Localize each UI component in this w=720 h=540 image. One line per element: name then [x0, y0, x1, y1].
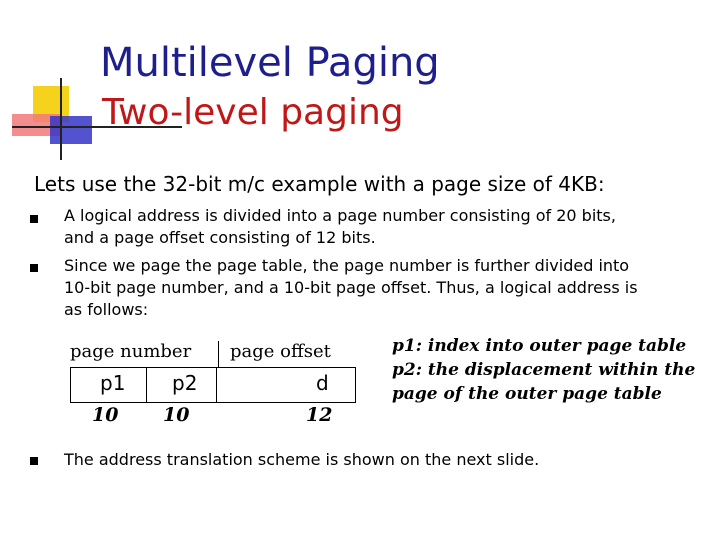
bullet-marker-1: [30, 215, 38, 223]
d-box: [216, 367, 356, 403]
p1-bits: 10: [92, 404, 119, 426]
d-bits: 12: [306, 404, 333, 426]
bullet-1-line-1: A logical address is divided into a page number consisting of 20 bits,: [64, 206, 616, 225]
note-line-1: p1: index into outer page table: [392, 336, 687, 356]
decor-vertical-line: [60, 78, 62, 160]
note-line-2: p2: the displacement within the: [392, 360, 696, 380]
p1-cell: p1: [100, 371, 126, 395]
bullet-marker-2: [30, 264, 38, 272]
p2-bits: 10: [163, 404, 190, 426]
p2-cell: p2: [172, 371, 198, 395]
decor-blue-square: [50, 116, 92, 144]
bullet-2-line-1: Since we page the page table, the page number is further divided into: [64, 256, 630, 275]
final-bullet-text: The address translation scheme is shown on the next slide.: [64, 450, 540, 469]
bullet-1-line-2: and a page offset consisting of 12 bits.: [64, 228, 376, 247]
bullet-2-line-2: 10-bit page number, and a 10-bit page offset. Thus, a logical address is: [64, 278, 638, 297]
bullet-1-text: [64, 205, 704, 249]
bullet-marker-3: [30, 457, 38, 465]
bullet-2-text: [64, 255, 704, 321]
note-line-3: page of the outer page table: [392, 384, 662, 404]
intro-text: Lets use the 32-bit m/c example with a page size of 4KB:: [34, 172, 605, 196]
slide-subtitle: Two-level paging: [102, 92, 404, 133]
header-separator: [218, 341, 219, 367]
slide-title: Multilevel Paging: [100, 40, 440, 86]
d-cell: d: [316, 371, 329, 395]
bullet-2-line-3: as follows:: [64, 300, 149, 319]
page-offset-header: page offset: [230, 341, 331, 362]
page-number-header: page number: [70, 341, 192, 362]
